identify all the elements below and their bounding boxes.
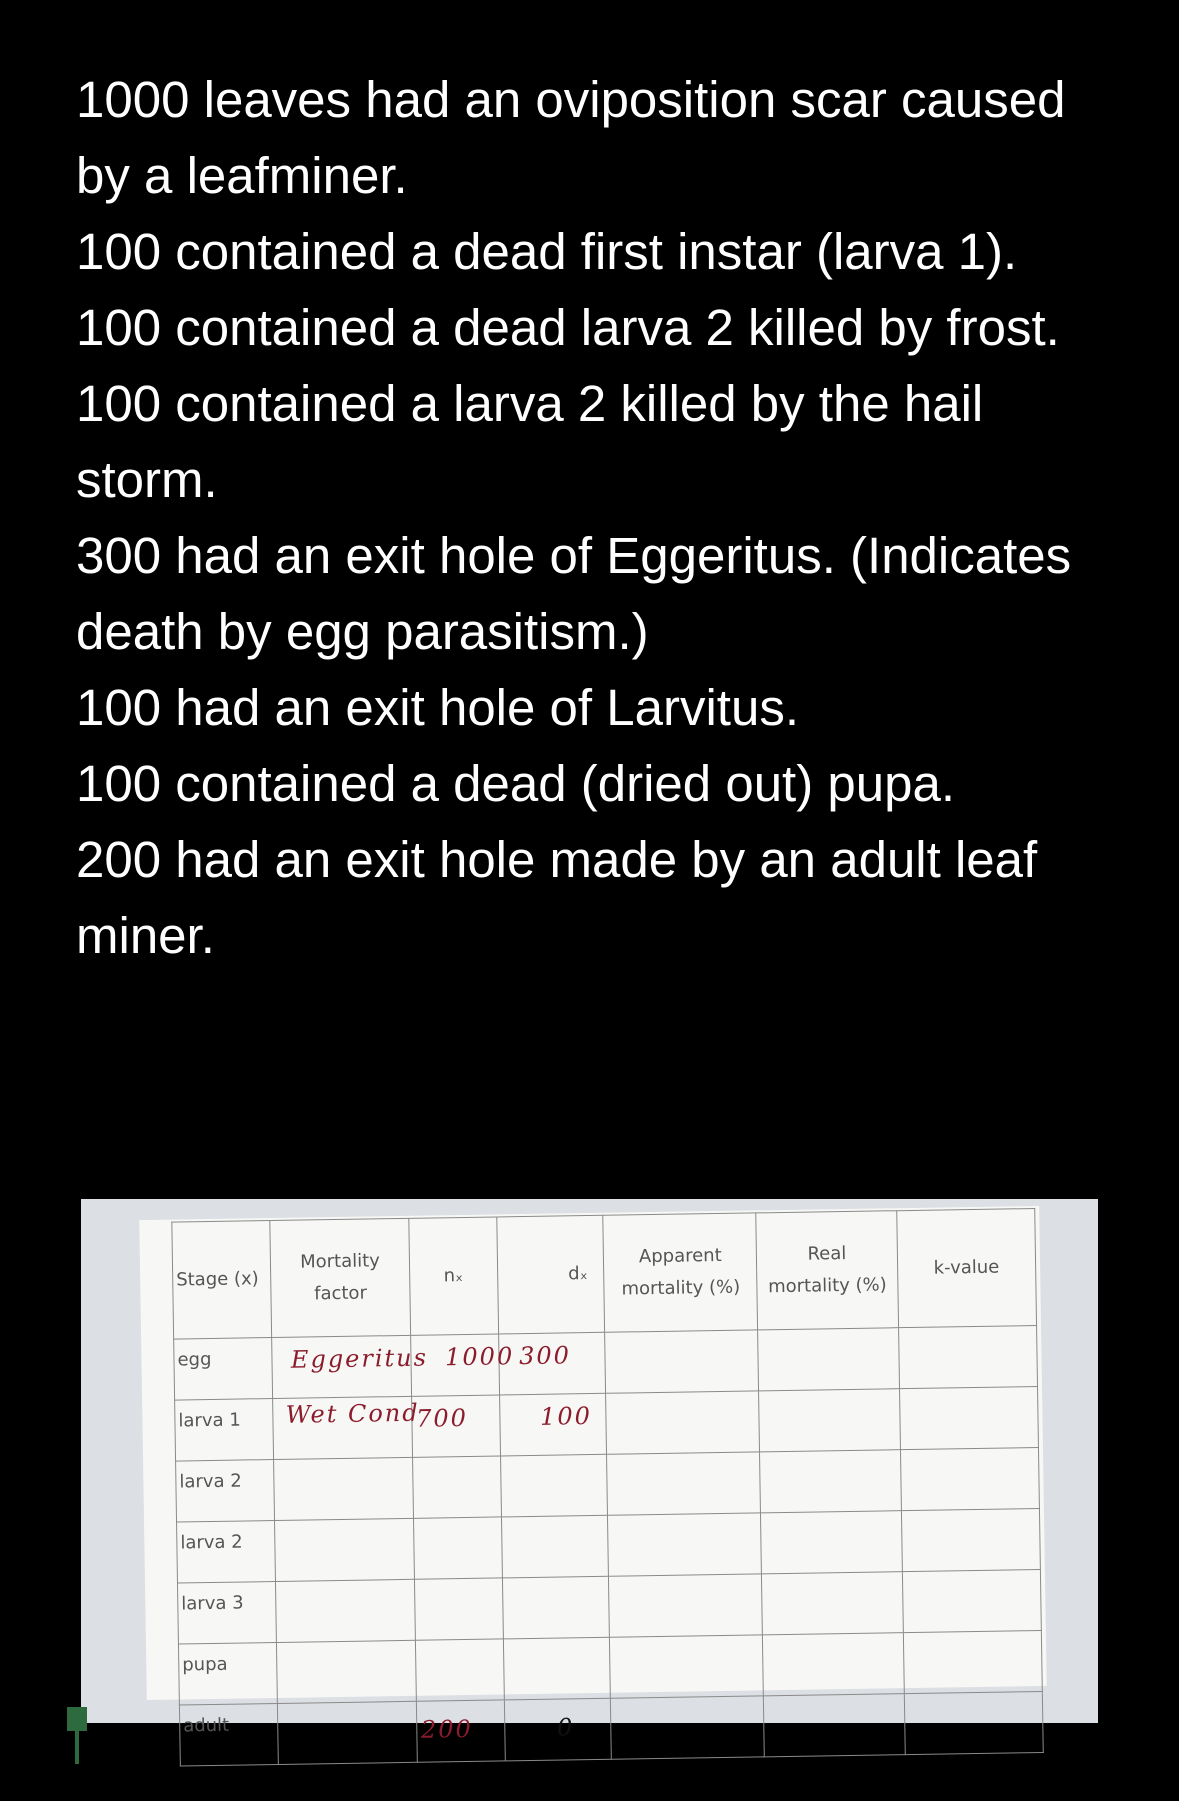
header-real-line2: mortality (%) [767,1274,887,1298]
life-table [171,1208,1043,1767]
header-k-value [896,1209,1036,1328]
nx-cell [410,1334,515,1396]
handwritten-nx: 200 [420,1714,474,1744]
header-mortality-factor-line1: Mortality [299,1250,381,1273]
stage-cell: larva 1 [175,1399,274,1462]
mortality-factor-cell [276,1579,415,1642]
dx-cell [501,1515,609,1578]
handwritten-nx: 1000 [444,1342,515,1372]
real-mortality-cell [762,1572,903,1635]
stage-cell: pupa [178,1642,277,1705]
handwritten-factor: Wet Cond [285,1398,420,1429]
problem-line: 100 had an exit hole of Larvitus. [76,679,799,736]
k-value-cell [898,1326,1037,1389]
problem-line: 200 had an exit hole made by an adult leaf miner. [76,831,1038,964]
real-mortality-cell [761,1511,902,1574]
pointer-marker-stem [75,1728,79,1764]
apparent-mortality-cell [609,1574,763,1637]
worksheet-paper [139,1206,1046,1744]
real-mortality-cell [758,1328,899,1391]
handwritten-factor: Eggeritus [290,1343,429,1374]
mortality-factor-cell [273,1396,420,1459]
dx-cell [499,1393,607,1456]
handwritten-nx: 700 [415,1403,469,1433]
k-value-cell [901,1508,1040,1571]
real-mortality-cell [763,1633,904,1696]
problem-line: 1000 leaves had an oviposition scar caused by a leafminer. [76,71,1066,204]
stage-cell: larva 2 [176,1460,275,1523]
apparent-mortality-cell [611,1696,765,1759]
stage-cell: adult [179,1703,278,1766]
header-apparent-line1: Apparent [638,1244,722,1268]
header-apparent-mortality [603,1213,758,1332]
nx-cell [414,1578,503,1640]
apparent-mortality-cell [610,1635,764,1698]
k-value-cell [904,1691,1043,1754]
mortality-factor-cell [277,1640,416,1703]
stage-cell: larva 3 [177,1581,276,1644]
stage-cell: larva 2 [177,1521,276,1584]
k-value-cell [899,1387,1038,1450]
mortality-factor-cell [275,1518,414,1581]
handwritten-dx: 0 [556,1713,575,1742]
header-mortality-factor-line2: factor [313,1282,368,1305]
dx-cell [502,1576,610,1639]
header-nx-text: nₓ [443,1265,464,1287]
real-mortality-cell [759,1389,900,1452]
stage-cell: egg [174,1338,273,1401]
dx-cell [504,1698,612,1761]
k-value-cell [903,1630,1042,1693]
worksheet-photo [81,1199,1098,1744]
header-nx [408,1217,498,1335]
nx-cell [413,1517,502,1579]
apparent-mortality-cell [607,1452,761,1515]
table-row [179,1691,1043,1766]
header-row [172,1209,1037,1340]
header-stage [172,1221,272,1340]
k-value-cell [900,1448,1039,1511]
mortality-factor-cell [274,1457,413,1520]
header-real-mortality [756,1211,898,1330]
header-dx [496,1215,605,1334]
nx-cell [412,1456,501,1518]
real-mortality-cell [764,1694,905,1757]
handwritten-dx: 100 [539,1402,593,1431]
problem-line: 100 contained a larva 2 killed by the hail storm. [76,375,984,508]
dx-cell [498,1332,606,1395]
nx-cell [416,1700,505,1762]
mortality-factor-cell [278,1701,417,1764]
nx-cell [415,1639,504,1701]
problem-statement [76,62,1116,974]
apparent-mortality-cell [605,1330,759,1393]
header-real-line1: Real [807,1242,847,1265]
header-k-value-text: k-value [933,1256,1000,1279]
dx-cell [503,1637,611,1700]
problem-line: 100 contained a dead first instar (larva 1). [76,223,1018,280]
handwritten-dx: 300 [518,1341,572,1371]
k-value-cell [902,1569,1041,1632]
real-mortality-cell [760,1450,901,1513]
header-mortality-factor [270,1218,410,1337]
header-stage-text: Stage (x) [176,1268,259,1291]
apparent-mortality-cell [608,1513,762,1576]
apparent-mortality-cell [606,1391,760,1454]
header-apparent-line2: mortality (%) [621,1276,741,1300]
header-dx-text: dₓ [568,1263,588,1285]
problem-line: 100 contained a dead (dried out) pupa. [76,755,956,812]
problem-line: 100 contained a dead larva 2 killed by frost. [76,299,1060,356]
problem-line: 300 had an exit hole of Eggeritus. (Indicates death by egg parasitism.) [76,527,1072,660]
mortality-factor-cell [272,1335,429,1398]
nx-cell [411,1395,500,1457]
dx-cell [500,1454,608,1517]
